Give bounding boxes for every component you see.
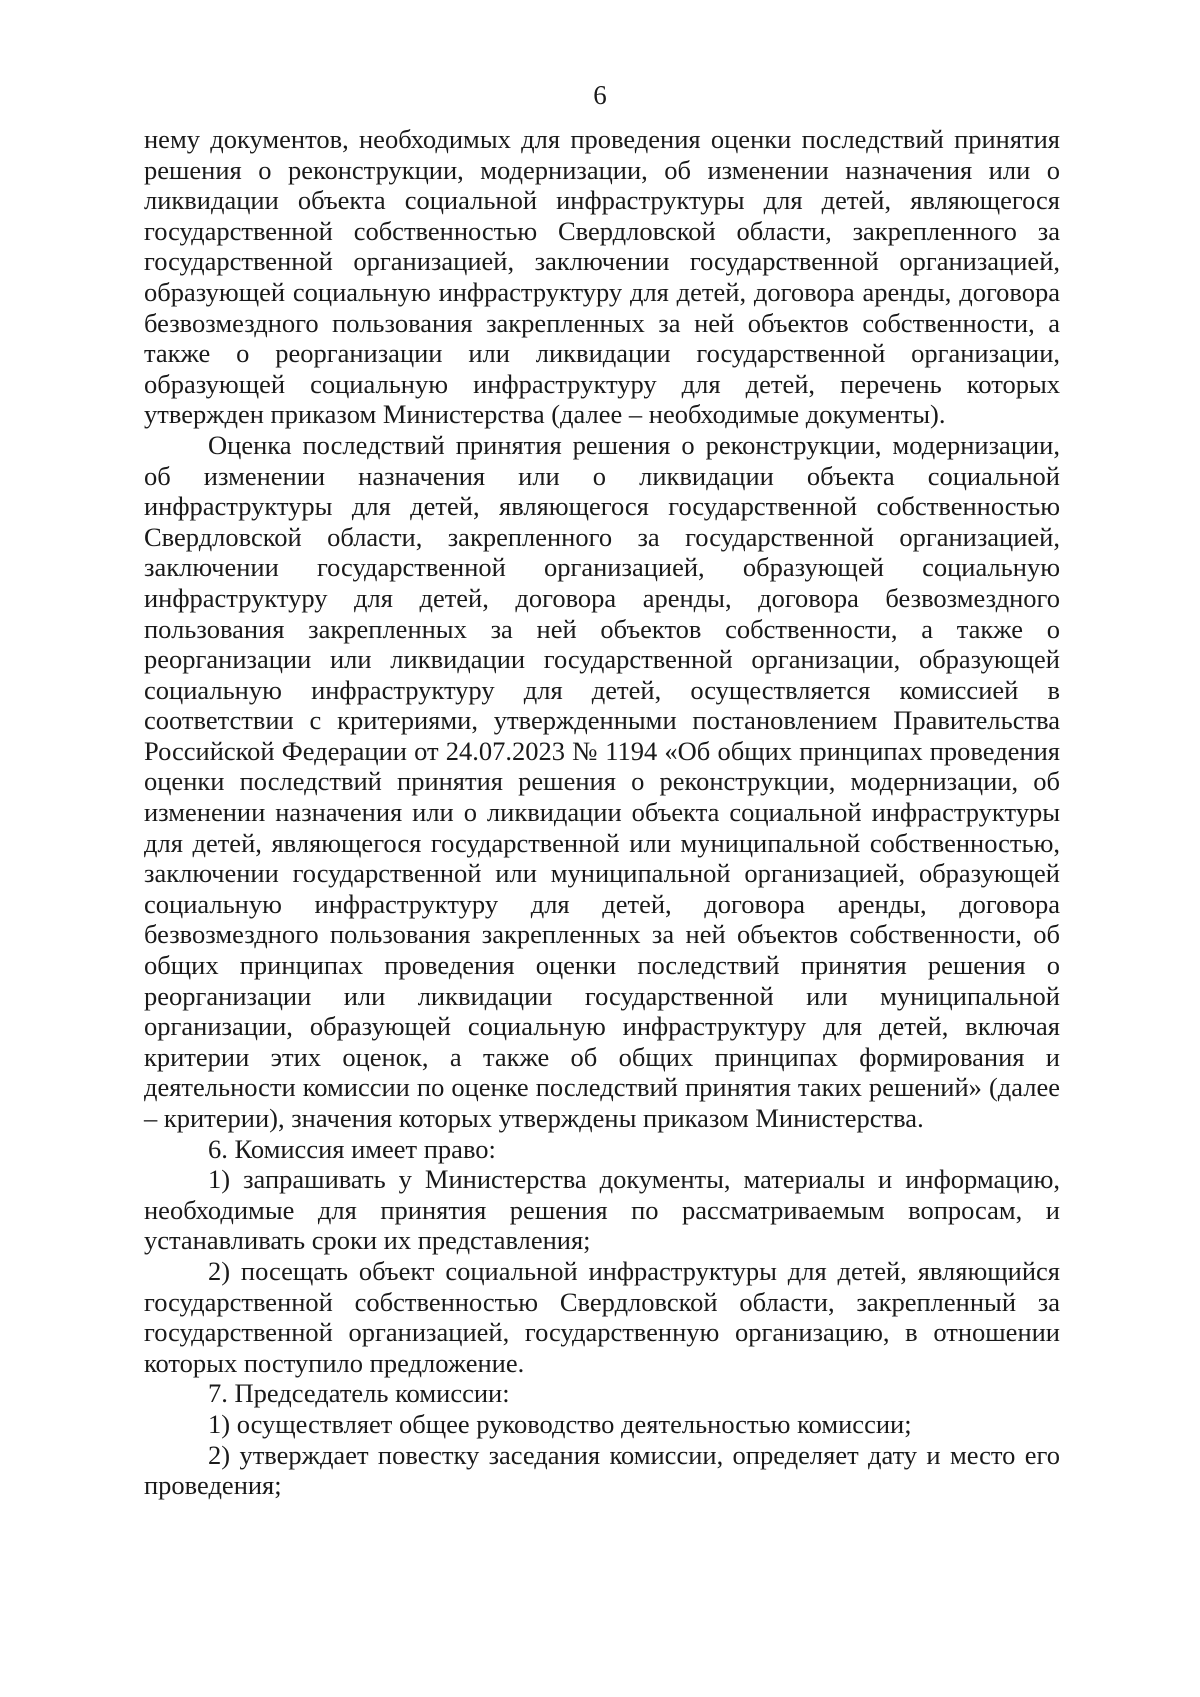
clause-6-item-1: 1) запрашивать у Министерства документы, материалы и информацию, необходимые для принятия решения по рассматриваемым вопросам, и устанавливать сроки их представления; — [144, 1164, 1060, 1256]
paragraph-assessment: Оценка последствий принятия решения о реконструкции, модернизации, об изменении назначения или о ликвидации объекта социальной инфраструктуры для детей, являющегося государственной собственностью Свердловской области, закрепленного за государственной организацией, заключении государственной организацией, образующей социальную инфраструктуру для детей, договора аренды, договора безвозмездного пользования закрепленных за ней объектов собственности, а также о реорганизации или ликвидации государственной организации, образующей социальную инфраструктуру для детей, осуществляется комиссией в соответствии с критериями, утвержденными постановлением Правительства Российской Федерации от 24.07.2023 № 1194 «Об общих принципах проведения оценки последствий принятия решения о реконструкции, модернизации, об изменении назначения или о ликвидации объекта социальной инфраструктуры для детей, являющегося государственной или муниципальной собственностью, заключении государственной или муниципальной организацией, образующей социальную инфраструктуру для детей, договора аренды, договора безвозмездного пользования закрепленных за ней объектов собственности, об общих принципах проведения оценки последствий принятия решения о реорганизации или ликвидации государственной или муниципальной организации, образующей социальную инфраструктуру для детей, включая критерии этих оценок, а также об общих принципах формирования и деятельности комиссии по оценке последствий принятия таких решений» (далее – критерии), значения которых утверждены приказом Министерства. — [144, 429, 1060, 1133]
clause-6-item-2: 2) посещать объект социальной инфраструктуры для детей, являющийся государственной собственностью Свердловской области, закрепленный за государственной организацией, государственную организацию, в отношении которых поступило предложение. — [144, 1255, 1060, 1378]
paragraph-continuation: нему документов, необходимых для проведения оценки последствий принятия решения о реконструкции, модернизации, об изменении назначения или о ликвидации объекта социальной инфраструктуры для детей, являющегося государственной собственностью Свердловской области, закрепленного за государственной организацией, заключении государственной организацией, образующей социальную инфраструктуру для детей, договора аренды, договора безвозмездного пользования закрепленных за ней объектов собственности, а также о реорганизации или ликвидации государственной организации, образующей социальную инфраструктуру для детей, перечень которых утвержден приказом Министерства (далее – необходимые документы). — [144, 124, 1060, 430]
clause-7-item-2: 2) утверждает повестку заседания комиссии, определяет дату и место его проведения; — [144, 1439, 1060, 1501]
clause-7-item-1: 1) осуществляет общее руководство деятельностью комиссии; — [208, 1408, 912, 1439]
page-number: 6 — [593, 80, 607, 110]
clause-7-heading: 7. Председатель комиссии: — [208, 1378, 510, 1409]
clause-6-heading: 6. Комиссия имеет право: — [208, 1133, 496, 1164]
document-body — [144, 124, 1060, 1501]
